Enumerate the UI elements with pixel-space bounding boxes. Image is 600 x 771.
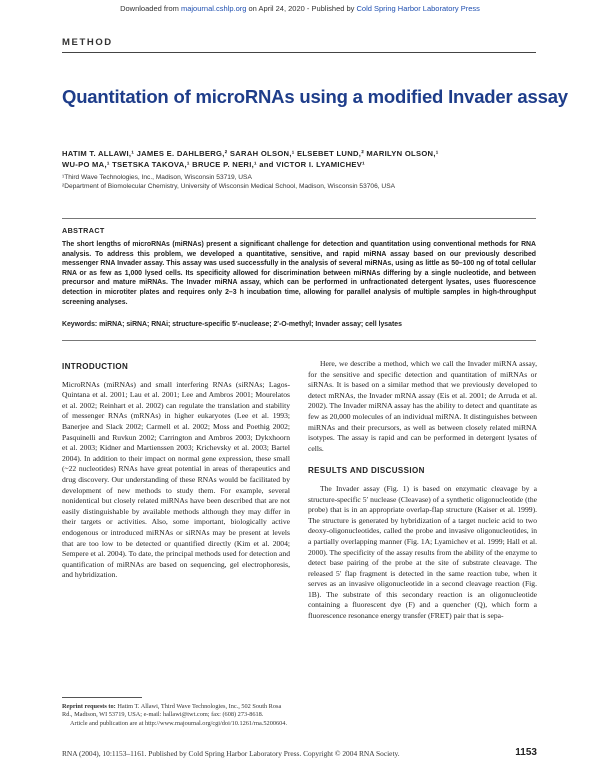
section-label: METHOD — [62, 37, 113, 48]
footer-citation: RNA (2004), 10:1153–1161. Published by Cold Spring Harbor Laboratory Press. Copyright © 2004 RNA Society. — [62, 749, 400, 758]
introduction-heading: INTRODUCTION — [62, 362, 129, 371]
affiliations — [62, 174, 542, 191]
download-prefix: Downloaded from — [120, 4, 181, 13]
publisher-link[interactable]: Cold Spring Harbor Laboratory Press — [356, 4, 480, 13]
page-number: 1153 — [515, 747, 537, 758]
keywords: Keywords: miRNA; siRNA; RNAi; structure-specific 5′-nuclease; 2′-O-methyl; Invader assay; cell lysates — [62, 321, 402, 328]
affiliation-2: ²Department of Biomolecular Chemistry, University of Wisconsin Medical School, Madison, Wisconsin 53706, USA — [62, 182, 395, 190]
left-column — [62, 362, 290, 581]
results-heading: RESULTS AND DISCUSSION — [308, 466, 425, 476]
footnote-rule — [62, 697, 142, 698]
journal-link[interactable]: majournal.cshlp.org — [180, 4, 247, 13]
author-list — [62, 148, 542, 170]
header-rule — [62, 52, 536, 53]
article-info: Article and publication are at http://www.rnajournal.org/cgi/doi/10.1261/rna.5200604. — [70, 719, 288, 727]
results-text: The Invader assay (Fig. 1) is based on enzymatic cleavage by a structure-specific 5′ nuclease (Cleavase) of a synthetic oligonucleotide (the probe) that is in an appropriate overlap-flap structure (Kaiser et al. 1999). The structure is generated by hybridization of a target nucleic acid to two deoxy-oligonucleotides, called the probe and invasive oligonucleotides, in a partially overlapping manner (Fig. 1A; Lyamichev et al. 1999; Hall et al. 2000). The specificity of the assay results from the ability of the enzyme to detect base pairing of the probe at the site of substrate cleavage. The released 5′ flap fragment is detected in the same reaction tube, when it serves as an invasive oligonucleotide in a second cleavage reaction (Fig. 1B). The substrate of this secondary reaction is an oligonucleotide containing a fluorescent dye (F) and a quencher (Q), which form a fluorescence resonance energy transfer (FRET) pair that is sepa- — [308, 483, 537, 621]
download-banner — [0, 4, 600, 13]
affiliation-1: ¹Third Wave Technologies, Inc., Madison, Wisconsin 53719, USA — [62, 174, 252, 181]
download-middle: on April 24, 2020 - Published by — [246, 4, 357, 13]
abstract-top-rule — [62, 218, 536, 219]
abstract-text: The short lengths of microRNAs (miRNAs) present a significant challenge for detection and quantitation using conventional methods for RNA analysis. To address this problem, we developed a quantitative, sensitive, and rapid miRNA assay based on our previously described messenger RNA Invader assay. This assay was used successfully in the analysis of several miRNAs, using as little as 50–100 ng of total cellular RNA or as few as 1,000 lysed cells. Its specificity allowed for discrimination between miRNAs differing by a single nucleotide, and between precursor and mature miRNAs. The Invader miRNA assay, which can be performed in unfractionated detergent lysates, uses fluorescence detection in microtiter plates and requires only 2–3 h incubation time, allowing for parallel analysis of multiple samples in high-throughput screening analyses. — [62, 241, 536, 306]
abstract-heading: ABSTRACT — [62, 226, 105, 235]
footnote-label: Reprint requests to: — [62, 703, 116, 710]
authors-line-2: WU-PO MA,¹ TSETSKA TAKOVA,¹ BRUCE P. NERI,¹ and VICTOR I. LYAMICHEV¹ — [62, 160, 365, 169]
footnote — [62, 703, 292, 728]
authors-line-1: HATIM T. ALLAWI,¹ JAMES E. DAHLBERG,² SARAH OLSON,¹ ELSEBET LUND,² MARILYN OLSON,¹ — [62, 149, 439, 158]
article-title: Quantitation of microRNAs using a modified Invader assay — [62, 86, 568, 107]
intro-continued-text: Here, we describe a method, which we call the Invader miRNA assay, for the sensitive and specific detection and quantitation of miRNAs or siRNAs. It is based on a similar method that we previously developed to detect mRNAs, the Invader mRNA assay (Eis et al. 2001; de Arruda et al. 2002). The Invader miRNA assay has the ability to detect and quantitate as few as 20,000 molecules of an individual miRNA. It distinguishes between miRNAs and their precursors, as well as between closely related miRNA isotypes. The assay is rapid and can be performed in detergent lysates of cells. — [308, 359, 537, 453]
abstract-bottom-rule — [62, 340, 536, 341]
right-column — [308, 359, 537, 622]
footnote-text: Hatim T. Allawi, Third Wave Technologies, Inc., 502 South Rosa Rd., Madison, WI 53719, USA; e-mail: hallawi@twt.com; fax: (608) 273-8618. — [62, 703, 282, 719]
introduction-text: MicroRNAs (miRNAs) and small interfering RNAs (siRNAs; Lagos-Quintana et al. 2001; Lau et al. 2001; Lee and Ambros 2001; Mourelatos et al. 2002; Reinhart et al. 2002) can regulate the translation and stability of messenger RNAs (mRNAs) in higher eukaryotes (Lee et al. 1993; Banerjee and Slack 2002; Carmell et al. 2002; Moss and Poethig 2002; Pasquinelli and Ruvkun 2002; Carrington and Ambros 2003; Dykxhoorn et al. 2003; Kidner and Martienssen 2003; Krichevsky et al. 2003; Bartel 2004). In addition to their impact on normal gene expression, these small (~22 nucleotides) RNAs have great potential in areas of therapeutics and drug discovery. Our understanding of these RNAs would be facilitated by development of new methods to study them. For example, several nonidentical but closely related miRNAs have been described that are not easily distinguishable by available methods although they may differ in their targets or activities. Also, some important, biologically active endogenous or introduced miRNAs or siRNAs may be present at levels that are too low to be detected or quantified directly (Kim et al. 2004; Sempere et al. 2004). To date, the principal methods used for detection and quantification of miRNAs are based on sequencing, gel electrophoresis, and hybridization. — [62, 379, 290, 580]
